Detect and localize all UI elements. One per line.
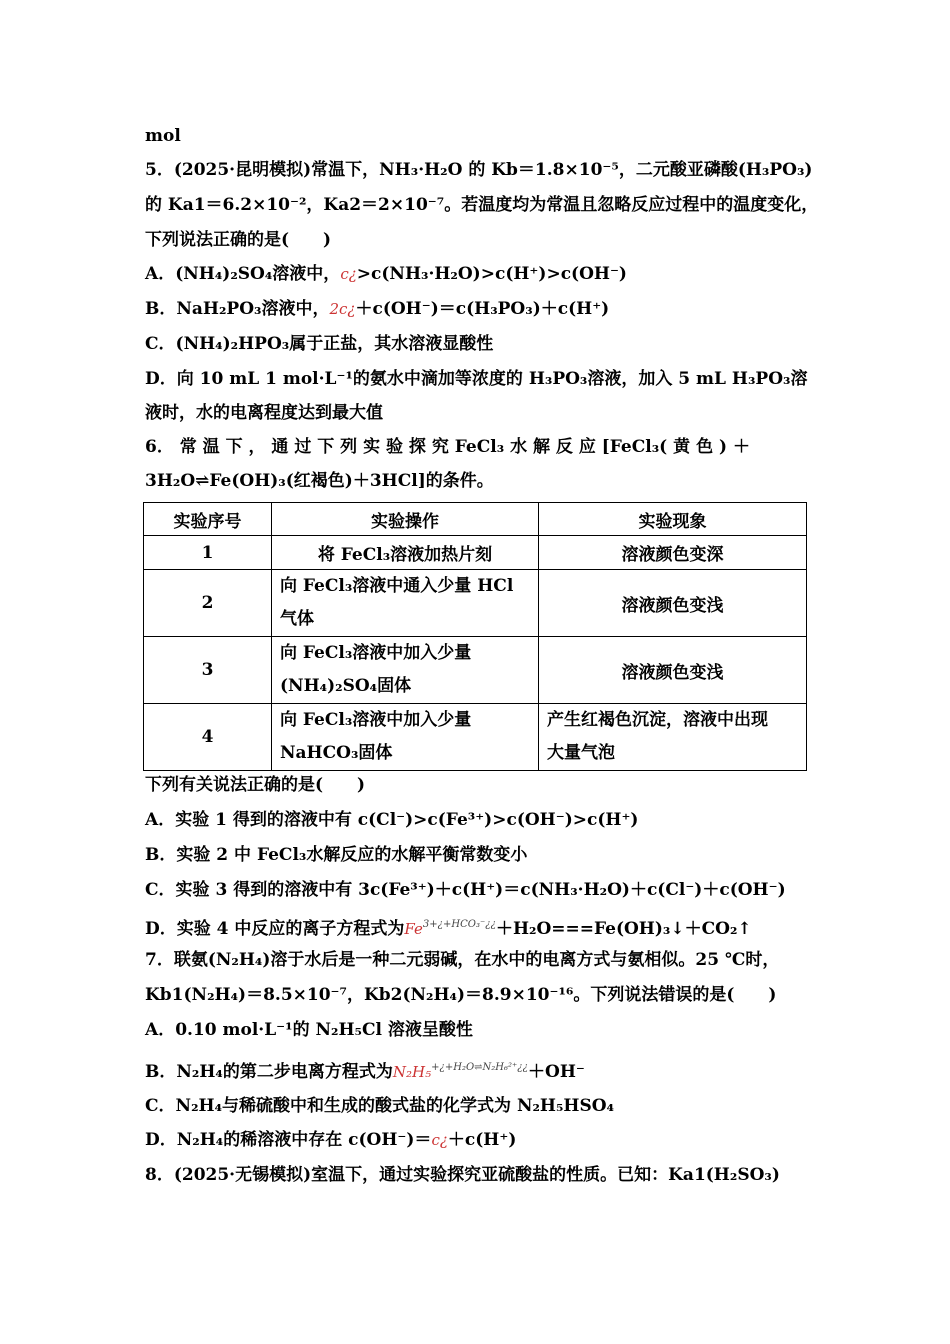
option-a: A．0.10 mol·L⁻¹的 N₂H₅Cl 溶液呈酸性	[145, 1020, 473, 1040]
table-header-row	[144, 503, 807, 536]
table-cell-no: 3	[144, 637, 272, 704]
table-row	[144, 637, 807, 704]
question-6-prompt: 下列有关说法正确的是( )	[145, 775, 366, 795]
cell-line: 向 FeCl₃溶液中加入少量	[280, 710, 472, 730]
text-line: Kb1(N₂H₄)＝8.5×10⁻⁷，Kb2(N₂H₄)＝8.9×10⁻¹⁶。下列说法错误的是( )	[145, 985, 777, 1005]
option-c: C．(NH₄)₂HPO₃属于正盐，其水溶液显酸性	[145, 334, 494, 354]
table-cell-no: 2	[144, 570, 272, 637]
option-text: >c(NH₃·H₂O)>c(H⁺)>c(OH⁻)	[356, 264, 627, 284]
table-cell-op	[272, 704, 539, 771]
option-d	[145, 1128, 810, 1152]
option-text: A．(NH₄)₂SO₄溶液中，	[145, 264, 341, 284]
option-d: D．向 10 mL 1 mol·L⁻¹的氨水中滴加等浓度的 H₃PO₃溶液，加入 5 mL H₃PO₃溶	[145, 369, 808, 389]
option-b: B．实验 2 中 FeCl₃水解反应的水解平衡常数变小	[145, 845, 528, 865]
question-5-stem: 5．(2025·昆明模拟)常温下，NH₃·H₂O 的 Kb＝1.8×10⁻⁵，二元酸亚磷酸(H₃PO₃)	[145, 160, 813, 180]
question-7-stem: 7．联氨(N₂H₄)溶于水后是一种二元弱碱，在水中的电离方式与氨相似。25 ℃时，	[145, 950, 780, 970]
option-text: D．实验 4 中反应的离子方程式为	[145, 919, 405, 939]
formula-glitch: Fe	[404, 920, 423, 938]
text-line: 下列说法正确的是( )	[145, 230, 332, 250]
table-row	[144, 704, 807, 771]
table-row	[144, 570, 807, 637]
experiment-table	[143, 502, 807, 771]
cell-line: 向 FeCl₃溶液中加入少量	[280, 643, 472, 663]
option-text: ＋OH⁻	[528, 1062, 585, 1082]
text-line: 液时，水的电离程度达到最大值	[145, 403, 383, 423]
cell-line: 产生红褐色沉淀，溶液中出现	[547, 710, 768, 730]
option-b	[145, 297, 810, 321]
formula-glitch: N₂H₅	[392, 1063, 432, 1081]
table-cell-obs	[539, 704, 807, 771]
cell-line: 气体	[280, 609, 314, 629]
table-cell-obs: 溶液颜色变浅	[539, 570, 807, 637]
formula-glitch: c¿	[340, 265, 357, 283]
cell-line: 大量气泡	[547, 743, 615, 763]
cell-line: (NH₄)₂SO₄固体	[280, 676, 412, 696]
question-8-stem: 8．(2025·无锡模拟)室温下，通过实验探究亚硫酸盐的性质。已知：Ka1(H₂SO₃)	[145, 1165, 780, 1185]
formula-glitch: c¿	[431, 1131, 448, 1149]
option-text: ＋H₂O===Fe(OH)₃↓＋CO₂↑	[495, 919, 752, 939]
option-text: B．NaH₂PO₃溶液中，	[145, 299, 330, 319]
option-d	[145, 913, 810, 941]
table-header: 实验现象	[539, 503, 807, 536]
table-header: 实验序号	[144, 503, 272, 536]
table-cell-op: 将 FeCl₃溶液加热片刻	[272, 536, 539, 570]
cell-line: NaHCO₃固体	[280, 743, 393, 763]
table-cell-no: 1	[144, 536, 272, 570]
option-text: D．N₂H₄的稀溶液中存在 c(OH⁻)＝	[145, 1130, 432, 1150]
table-cell-op	[272, 570, 539, 637]
formula-glitch-sup: 3+¿+HCO₃⁻¿¿	[422, 919, 496, 930]
option-c: C．实验 3 得到的溶液中有 3c(Fe³⁺)＋c(H⁺)＝c(NH₃·H₂O)＋c(Cl⁻)＋c(OH⁻)	[145, 880, 786, 900]
cell-line: 向 FeCl₃溶液中通入少量 HCl	[280, 576, 514, 596]
table-cell-obs: 溶液颜色变浅	[539, 637, 807, 704]
formula-glitch: 2c¿	[329, 300, 356, 318]
table-cell-obs: 溶液颜色变深	[539, 536, 807, 570]
option-a: A．实验 1 得到的溶液中有 c(Cl⁻)>c(Fe³⁺)>c(OH⁻)>c(H⁺)	[145, 810, 639, 830]
option-text: ＋c(OH⁻)＝c(H₃PO₃)＋c(H⁺)	[355, 299, 610, 319]
option-b	[145, 1056, 810, 1084]
table-header: 实验操作	[272, 503, 539, 536]
table-cell-op	[272, 637, 539, 704]
option-c: C．N₂H₄与稀硫酸中和生成的酸式盐的化学式为 N₂H₅HSO₄	[145, 1096, 615, 1116]
option-text: B．N₂H₄的第二步电离方程式为	[145, 1062, 393, 1082]
table-cell-no: 4	[144, 704, 272, 771]
text-line: mol	[145, 126, 181, 146]
option-a	[145, 262, 810, 286]
option-text: ＋c(H⁺)	[447, 1130, 517, 1150]
formula-glitch-sup: +¿+H₂O⇌N₂H₆²⁺¿¿	[431, 1062, 529, 1073]
table-row	[144, 536, 807, 570]
text-line: 3H₂O⇌Fe(OH)₃(红褐色)＋3HCl]的条件。	[145, 471, 494, 491]
text-line: 的 Ka1＝6.2×10⁻²，Ka2＝2×10⁻⁷。若温度均为常温且忽略反应过程中的温度变化，	[145, 195, 819, 215]
question-6-stem: 6． 常 温 下 ， 通 过 下 列 实 验 探 究 FeCl₃ 水 解 反 应 [FeCl₃( 黄 色 ) ＋	[145, 437, 750, 457]
